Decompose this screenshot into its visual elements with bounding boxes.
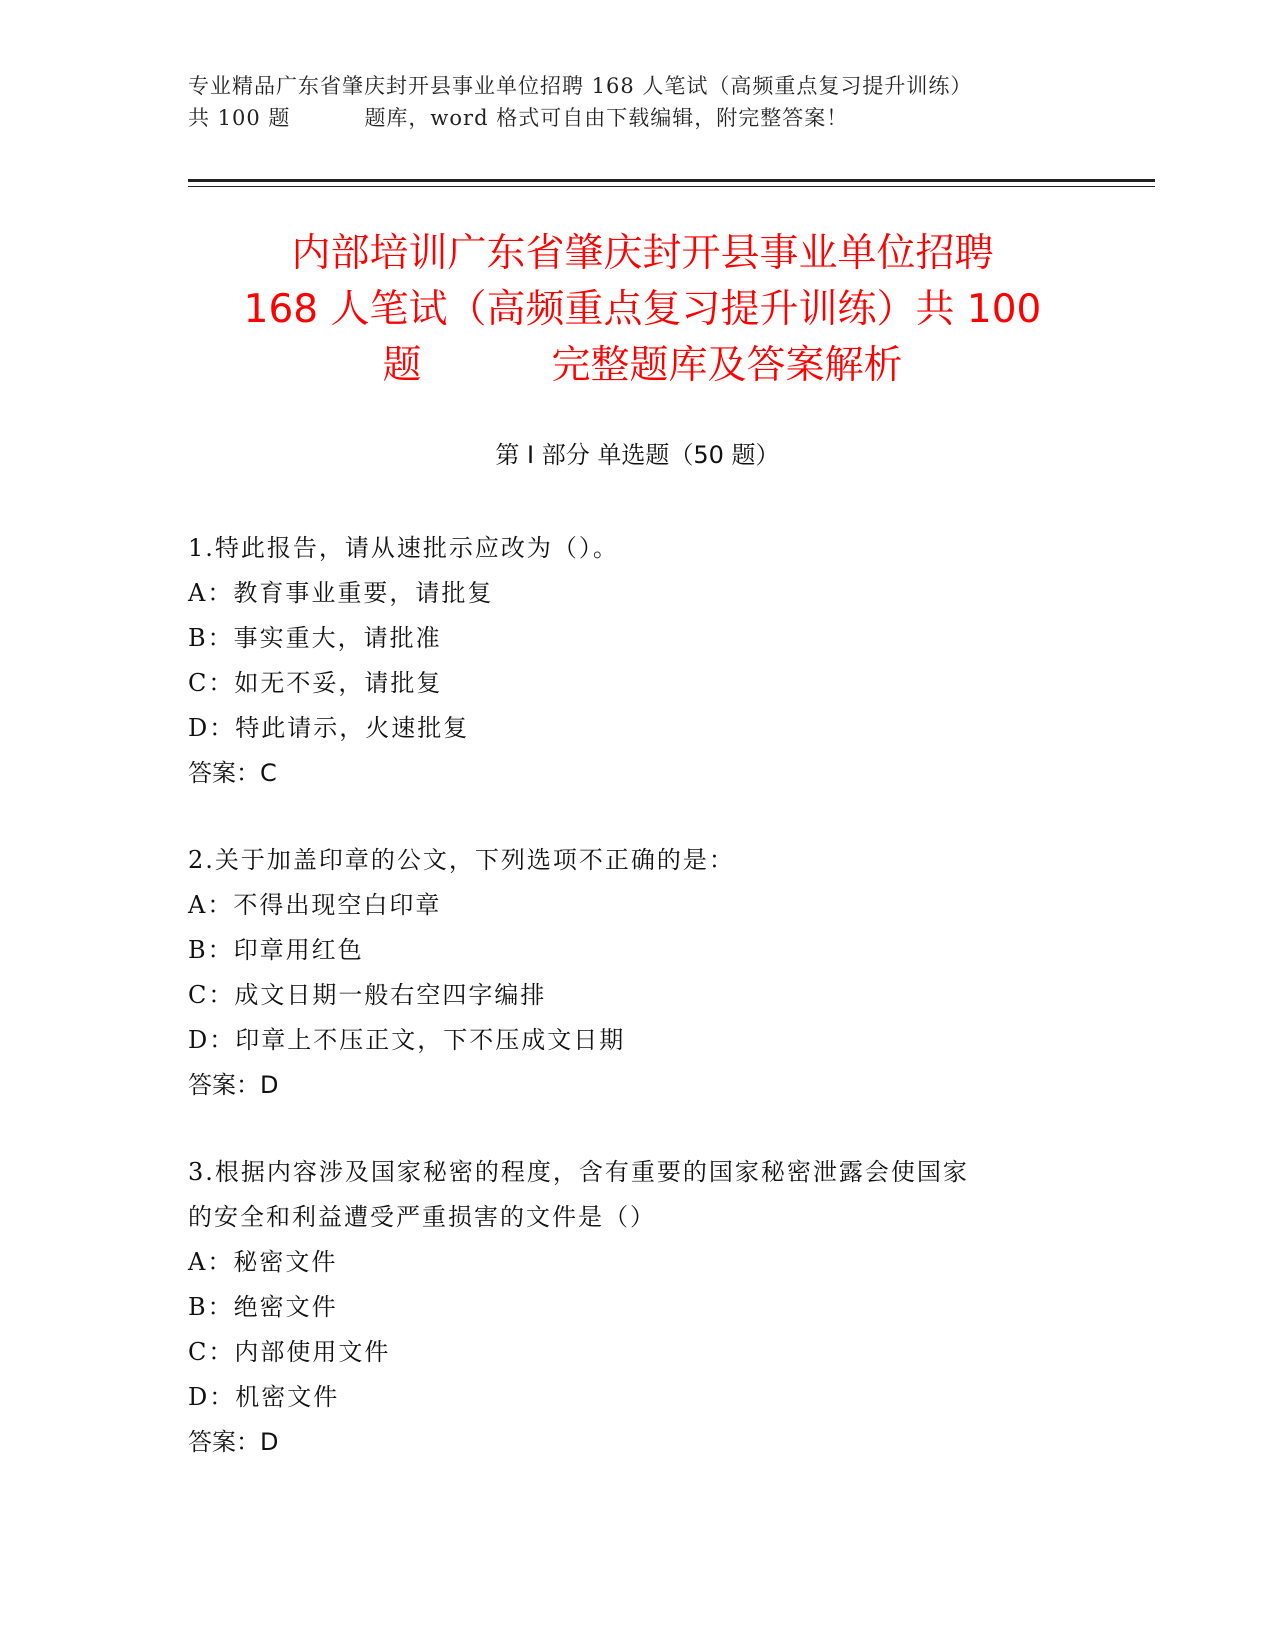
option-a	[188, 883, 1068, 928]
question-stem-line-2: 的安全和利益遭受严重损害的文件是（）	[188, 1203, 656, 1231]
option-key: B：	[188, 624, 234, 652]
option-c	[188, 973, 1068, 1018]
title-line-3-left: 题	[382, 343, 422, 388]
option-key: C：	[188, 1338, 235, 1366]
question-item	[188, 1150, 1068, 1465]
document-title	[160, 226, 1125, 394]
option-key: D：	[188, 714, 236, 742]
option-b	[188, 1285, 1068, 1330]
header-line-1: 专业精品广东省肇庆封开县事业单位招聘 168 人笔试（高频重点复习提升训练）	[188, 74, 973, 98]
option-c	[188, 661, 1068, 706]
option-text: 不得出现空白印章	[233, 891, 442, 919]
option-key: C：	[188, 981, 235, 1009]
option-key: B：	[188, 936, 234, 964]
question-item	[188, 526, 1068, 796]
option-d	[188, 1018, 1068, 1063]
answer-line: 答案：C	[188, 759, 277, 787]
option-key: D：	[188, 1383, 236, 1411]
question-stem: 1.特此报告，请从速批示应改为（）。	[188, 534, 619, 562]
header-question-count: 共 100 题	[188, 106, 291, 130]
title-line-3-right: 完整题库及答案解析	[551, 343, 903, 388]
question-stem: 2.关于加盖印章的公文，下列选项不正确的是：	[188, 846, 735, 874]
option-b	[188, 616, 1068, 661]
option-key: B：	[188, 1293, 234, 1321]
title-line-1: 内部培训广东省肇庆封开县事业单位招聘	[291, 231, 994, 276]
option-text: 内部使用文件	[234, 1338, 391, 1366]
header-format-note: 题库，word 格式可自由下载编辑，附完整答案！	[364, 106, 849, 130]
option-text: 机密文件	[235, 1383, 340, 1411]
question-item	[188, 838, 1068, 1108]
option-d	[188, 706, 1068, 751]
answer-line: 答案：D	[188, 1071, 279, 1099]
option-text: 如无不妥，请批复	[234, 669, 443, 697]
option-key: A：	[188, 891, 234, 919]
option-text: 事实重大，请批准	[233, 624, 442, 652]
option-key: A：	[188, 1248, 234, 1276]
option-text: 教育事业重要，请批复	[233, 579, 494, 607]
header-divider-thick	[188, 179, 1155, 182]
title-line-2: 168 人笔试（高频重点复习提升训练）共 100	[243, 287, 1042, 332]
question-list	[188, 526, 1068, 1507]
option-text: 印章上不压正文，下不压成文日期	[235, 1026, 626, 1054]
option-text: 成文日期一般右空四字编排	[234, 981, 547, 1009]
option-key: C：	[188, 669, 235, 697]
option-a	[188, 1240, 1068, 1285]
option-text: 印章用红色	[233, 936, 364, 964]
option-b	[188, 928, 1068, 973]
option-c	[188, 1330, 1068, 1375]
document-header	[188, 70, 1068, 134]
header-divider-thin	[188, 186, 1155, 187]
header-line-2	[188, 102, 1068, 134]
option-a	[188, 571, 1068, 616]
option-text: 绝密文件	[233, 1293, 338, 1321]
answer-line: 答案：D	[188, 1428, 279, 1456]
question-stem-line-1: 3.根据内容涉及国家秘密的程度，含有重要的国家秘密泄露会使国家	[188, 1158, 969, 1186]
option-text: 秘密文件	[233, 1248, 338, 1276]
option-key: A：	[188, 579, 234, 607]
section-title: 第 I 部分 单选题（50 题）	[495, 441, 780, 469]
option-d	[188, 1375, 1068, 1420]
option-key: D：	[188, 1026, 236, 1054]
title-line-3	[160, 338, 1125, 394]
option-text: 特此请示，火速批复	[235, 714, 470, 742]
